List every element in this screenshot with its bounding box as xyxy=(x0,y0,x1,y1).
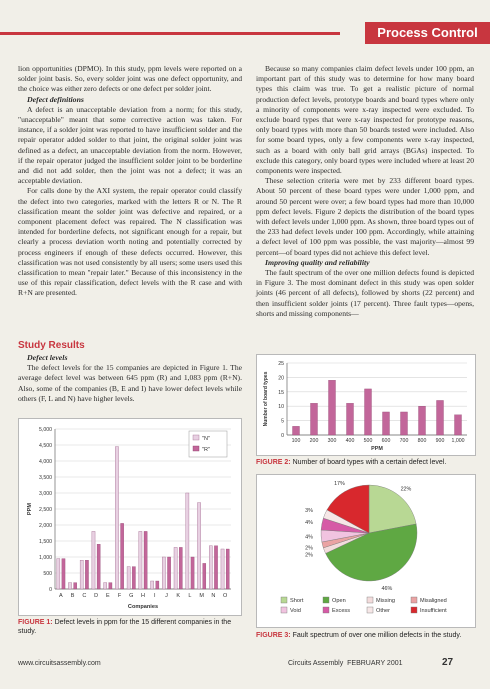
bar-n xyxy=(151,581,154,589)
legend-label: Open xyxy=(332,598,346,604)
legend-swatch xyxy=(281,607,287,613)
footer-publication xyxy=(288,660,403,667)
section-title-tab: Process Control xyxy=(365,22,490,44)
x-tick-label: 200 xyxy=(309,438,319,444)
figure2-caption-label: FIGURE 2: xyxy=(256,459,291,466)
bar-n xyxy=(209,546,212,589)
legend-label: Misaligned xyxy=(420,598,447,604)
y-tick-label: 0 xyxy=(49,587,52,593)
y-tick-label: 3,000 xyxy=(39,491,52,497)
bar xyxy=(365,389,372,435)
bar-r xyxy=(132,567,135,589)
bar-r xyxy=(203,563,206,589)
legend-label: Insufficient xyxy=(420,608,447,614)
bar-n xyxy=(162,557,165,589)
bar-n xyxy=(186,493,189,589)
legend-label: Short xyxy=(290,598,304,604)
legend-swatch xyxy=(323,597,329,603)
left-column-lower xyxy=(18,353,242,404)
bar xyxy=(329,380,336,435)
bar xyxy=(419,406,426,435)
paragraph: A defect is an unacceptable deviation from a norm; for this study, "unacceptable" meant that some corrective action was taken. For instance, if a solder joint was reported to have insufficient solder and the repair operator added solder to that joint, the original solder joint was defined as a defect, an unacceptable deviation from the norm. However, if the repair operator judged the insufficient solder joint to be borderline and did not add solder, then the joint was not a defect; it was an acceptable deviation. xyxy=(18,104,242,186)
x-tick-label: I xyxy=(153,593,156,599)
paragraph: The defect levels for the 15 companies are depicted in Figure 1. The average defect level was between 645 ppm (R) and 1,083 ppm (R+N). Also, some of the companies (B, E and I) have lower defect levels while others (F, L and N) have higher levels. xyxy=(18,363,242,403)
bar-r xyxy=(156,581,159,589)
bar-n xyxy=(104,583,107,589)
x-axis-label: PPM xyxy=(371,446,383,452)
defect-definitions-heading: Defect definitions xyxy=(27,94,84,104)
figure1-caption xyxy=(18,618,240,636)
bar-r xyxy=(97,544,100,589)
bar xyxy=(437,400,444,435)
x-tick-label: M xyxy=(199,593,204,599)
pie-slice-label: 4% xyxy=(305,520,313,527)
figure3-caption-label: FIGURE 3: xyxy=(256,632,291,639)
x-tick-label: J xyxy=(165,593,168,599)
bar-r xyxy=(62,559,65,589)
figure2-chart xyxy=(257,355,475,455)
x-tick-label: 500 xyxy=(363,438,373,444)
pie-slice-label: 2% xyxy=(305,552,313,559)
bar-r xyxy=(214,546,217,589)
x-tick-label: G xyxy=(129,593,134,599)
y-tick-label: 0 xyxy=(281,433,284,439)
y-tick-label: 2,500 xyxy=(39,507,52,513)
bar-r xyxy=(144,531,147,589)
footer-issue: FEBRUARY 2001 xyxy=(347,660,403,667)
bar-n xyxy=(174,547,177,589)
pie-slice-label: 46% xyxy=(381,586,393,593)
legend-label: Other xyxy=(376,608,390,614)
legend-label: Void xyxy=(290,608,301,614)
defect-levels-heading: Defect levels xyxy=(27,353,68,362)
bar-n xyxy=(197,503,200,589)
bar-n xyxy=(92,531,95,589)
quality-heading: Improving quality and reliability xyxy=(265,257,370,267)
bar-n xyxy=(68,583,71,589)
legend-swatch xyxy=(281,597,287,603)
pie-slice-label: 22% xyxy=(400,486,412,493)
x-tick-label: 700 xyxy=(399,438,409,444)
x-tick-label: H xyxy=(141,593,145,599)
bar-r xyxy=(179,547,182,589)
bar xyxy=(311,403,318,435)
y-tick-label: 1,500 xyxy=(39,539,52,545)
pie-slice-label: 17% xyxy=(334,481,345,488)
figure3-chart xyxy=(257,475,475,627)
figure2-caption-text: Number of board types with a certain defect level. xyxy=(290,459,447,466)
legend-swatch xyxy=(367,597,373,603)
bar-r xyxy=(121,523,124,589)
bar-r xyxy=(226,549,229,589)
x-tick-label: D xyxy=(94,593,99,599)
figure1-caption-text: Defect levels in ppm for the 15 different companies in the study. xyxy=(18,619,232,635)
figure1-chart xyxy=(19,419,241,615)
figure3-caption xyxy=(256,631,474,640)
paragraph: Because so many companies claim defect levels under 100 ppm, an important part of this study was to determine for how many board types this claim was true. To get a realistic picture of normal production defect levels, prototype boards and board types where only a minority of components were x-ray inspected were excluded. To exclude board types that were x-ray inspected for prototype reasons, only board types with more than 50 boards tested were included. Also for some board types, only a few components were x-ray inspected, such as a board with only ball grid arrays (BGAs) inspected. To exclude this category, only board types were included where at least 20 components were inspected. xyxy=(256,64,474,176)
legend-swatch-n xyxy=(193,435,199,440)
bar-r xyxy=(191,557,194,589)
paragraph: For calls done by the AXI system, the repair operator could classify the defect into two categories, marked with the letters R or N. The R classification meant the solder joint was defective and repaired, or a component placement defect was repaired. The N classification was intended for borderline defects, not significant enough for a repair, but clearly a process deviation worth noting and potentially corrected by process engineers if enough of these defects occurred. However, this classification was not used consistently by all users; some users used this classification to mean "repair later." Because of this inconsistency in the use of this repair classification, defect levels with the R case and with R+N are presented. xyxy=(18,186,242,298)
legend-swatch xyxy=(411,597,417,603)
bar-r xyxy=(85,560,88,589)
x-tick-label: N xyxy=(211,593,216,599)
page-number: 27 xyxy=(442,657,454,668)
legend-swatch xyxy=(323,607,329,613)
bar-n xyxy=(127,567,130,589)
y-tick-label: 15 xyxy=(278,389,284,396)
legend-swatch xyxy=(367,607,373,613)
y-tick-label: 3,500 xyxy=(39,475,52,481)
pie-slice-label: 2% xyxy=(305,545,313,552)
y-tick-label: 1,000 xyxy=(39,555,52,561)
header-rule xyxy=(0,32,340,35)
x-tick-label: A xyxy=(59,593,63,599)
bar xyxy=(347,403,354,435)
bar-n xyxy=(80,560,83,589)
legend-label-r: "R" xyxy=(202,447,210,453)
x-tick-label: K xyxy=(176,593,181,599)
bar xyxy=(455,415,462,435)
bar xyxy=(401,412,408,435)
legend-label: Excess xyxy=(332,608,351,614)
left-column xyxy=(18,64,242,299)
bar-r xyxy=(167,557,170,589)
y-tick-label: 20 xyxy=(278,375,284,382)
legend-swatch xyxy=(411,607,417,613)
figure1-box xyxy=(18,418,242,616)
figure2-caption xyxy=(256,458,474,467)
bar xyxy=(383,412,390,435)
y-tick-label: 10 xyxy=(278,404,284,411)
y-tick-label: 5 xyxy=(281,418,284,425)
y-tick-label: 5,000 xyxy=(39,427,52,433)
figure2-box xyxy=(256,354,476,456)
y-tick-label: 4,500 xyxy=(39,443,52,449)
x-tick-label: E xyxy=(105,593,110,599)
x-tick-label: 600 xyxy=(381,438,391,444)
bar-r xyxy=(74,583,77,589)
paragraph: lion opportunities (DPMO). In this study, ppm levels were reported on a solder joint basis. So, every solder joint was one defect opportunity, and the choice was either zero defects or one defect per solder joint. xyxy=(18,64,242,94)
legend-label: Missing xyxy=(376,598,395,604)
figure3-box xyxy=(256,474,476,628)
y-tick-label: 25 xyxy=(278,361,284,367)
x-tick-label: 1,000 xyxy=(451,438,465,444)
footer-website: www.circuitsassembly.com xyxy=(18,660,101,667)
x-tick-label: C xyxy=(82,593,87,599)
legend-swatch-r xyxy=(193,446,199,451)
x-axis-label: Companies xyxy=(127,604,159,610)
figure1-caption-label: FIGURE 1: xyxy=(18,619,53,626)
y-tick-label: 2,000 xyxy=(39,523,52,529)
x-tick-label: 400 xyxy=(345,438,355,444)
x-tick-label: F xyxy=(117,593,122,599)
study-results-title: Study Results xyxy=(18,340,85,351)
paragraph: The fault spectrum of the over one million defects found is depicted in Figure 3. The most dominant defect in this study was open solder joints (46 percent of all defects), followed by shorts (22 percent) and then insufficient solder joints (17 percent). Three fault types—opens, shorts and missing components— xyxy=(256,268,474,318)
bar xyxy=(293,426,300,435)
y-tick-label: 4,000 xyxy=(39,459,52,465)
paragraph: These selection criteria were met by 233 different board types. About 50 percent of these board types were under 1,000 ppm, and around 50 percent were over; a few board types had more than 10,000 ppm defect levels. Figure 2 depicts the distribution of the board types with defect levels under 1,000 ppm. As shown, three board types out of the 233 had defect levels under 100 ppm. Accordingly, while attaining a defect level of 100 ppm was possible, the vast majority—almost 99 percent—of board types did not achieve this defect level. xyxy=(256,176,474,257)
bar-n xyxy=(115,447,118,589)
pie-slice-label: 4% xyxy=(305,534,313,541)
bar-n xyxy=(57,559,60,589)
legend-label-n: "N" xyxy=(202,436,210,442)
pie-slice-label: 3% xyxy=(305,507,313,514)
figure3-caption-text: Fault spectrum of over one million defects in the study. xyxy=(290,632,462,639)
x-tick-label: 100 xyxy=(291,438,301,444)
x-tick-label: B xyxy=(70,593,75,599)
x-tick-label: O xyxy=(222,593,228,599)
x-tick-label: 900 xyxy=(435,438,445,444)
y-tick-label: 500 xyxy=(43,571,52,577)
bar-r xyxy=(109,583,112,589)
bar-n xyxy=(221,549,224,589)
footer-publication-name: Circuits Assembly xyxy=(288,660,344,667)
x-tick-label: 300 xyxy=(327,438,337,444)
y-axis-label: PPM xyxy=(27,502,33,516)
x-tick-label: L xyxy=(188,593,192,599)
y-axis-label: Number of board types xyxy=(263,371,269,427)
x-tick-label: 800 xyxy=(417,438,427,444)
right-column xyxy=(256,64,474,319)
bar-n xyxy=(139,531,142,589)
